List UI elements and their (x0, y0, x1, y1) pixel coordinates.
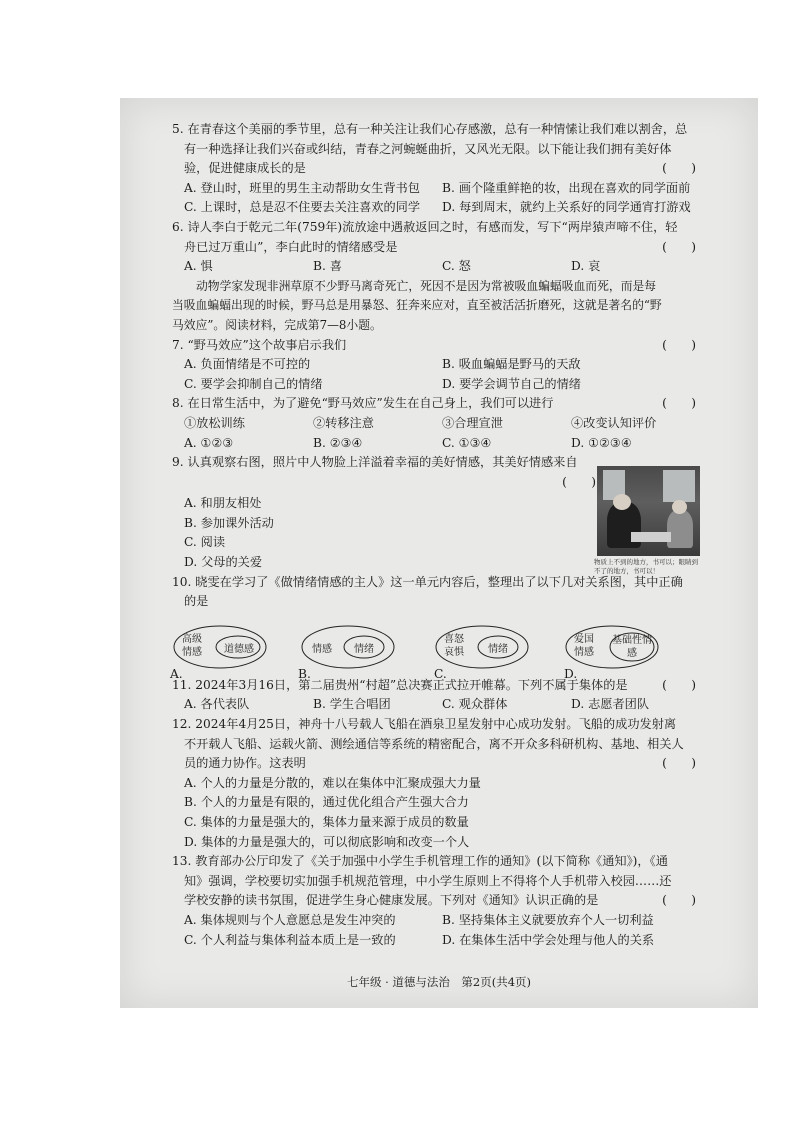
q6-option-b: B. 喜 (313, 259, 342, 274)
diagram-d-letter: D. (564, 667, 578, 681)
q8-item-2: ②转移注意 (313, 415, 374, 430)
q5-option-a: A. 登山时，班里的男生主动帮助女生背书包 (184, 180, 420, 195)
q9-option-a: A. 和朋友相处 (184, 496, 262, 511)
q5-line-3 (172, 159, 700, 179)
q8-item-1: ①放松训练 (184, 415, 245, 430)
q12-option-b: B. 个人的力量是有限的，通过优化组合产生强大合力 (184, 795, 469, 810)
diagram-b-outer-label: 情感 (312, 644, 332, 655)
diagram-b-inner-label: 情绪 (354, 644, 374, 655)
q6-option-d (571, 240, 700, 277)
q13-line-3-text: 学校安静的读书氛围，促进学生身心健康发展。下列对《通知》认识正确的是 (184, 893, 599, 908)
question-6 (172, 218, 700, 277)
q12-option-a: A. 个人的力量是分散的，难以在集体中汇聚成强大力量 (184, 775, 481, 790)
q12-answer-bracket: ( ) (662, 756, 696, 771)
q5-line-3-text: 验，促进健康成长的是 (184, 161, 306, 176)
q10-line-1: 10. 晓雯在学习了《做情绪情感的主人》这一单元内容后，整理出了以下几对关系图，其中正确 (172, 574, 683, 589)
q13-answer-bracket: ( ) (662, 893, 696, 908)
photo-window-right (663, 470, 695, 502)
q9-answer-bracket: ( ) (562, 474, 596, 489)
photo-person-left-face (613, 494, 631, 510)
q7-options-row-2 (172, 375, 700, 395)
question-7 (172, 336, 700, 395)
q13-options-row-2 (172, 931, 700, 951)
q5-line-1: 5. 在青春这个美丽的季节里，总有一种关注让我们心存感激，总有一种情愫让我们难以割舍，总 (172, 122, 688, 136)
q5-answer-bracket: ( ) (662, 161, 696, 176)
q12-option-d: D. 集体的力量是强大的，可以彻底影响和改变一个人 (184, 834, 470, 849)
q11-option-b: B. 学生合唱团 (313, 697, 391, 712)
exam-page (120, 98, 758, 1008)
q6-answer-bracket: ( ) (662, 240, 696, 255)
passage-line-3: 马效应”。阅读材料，完成第7—8小题。 (172, 317, 382, 332)
q8-stem (172, 394, 700, 414)
diagram-c-letter: C. (434, 667, 447, 681)
q8-stem-text: 8. 在日常生活中，为了避免“野马效应”发生在自己身上，我们可以进行 (172, 396, 554, 411)
diagram-b-letter: B. (298, 667, 311, 681)
q5-option-c: C. 上课时，总是忍不住要去关注喜欢的同学 (184, 200, 421, 215)
q13-line-3 (172, 891, 700, 911)
q13-option-c: C. 个人利益与集体利益本质上是一致的 (184, 932, 396, 947)
q13-line-1: 13. 教育部办公厅印发了《关于加强中小学生手机管理工作的通知》(以下简称《通知》)，《通 (172, 854, 668, 869)
q11-option-a: A. 各代表队 (184, 697, 250, 712)
q6-option-a: A. 惧 (184, 259, 213, 274)
q8-items-row (172, 414, 700, 434)
question-5 (172, 120, 700, 218)
q9-stem: 9. 认真观察右图，照片中人物脸上洋溢着幸福的美好情感，其美好情感来自 (172, 455, 578, 470)
question-12 (172, 715, 700, 852)
q12-line-3 (172, 754, 700, 774)
question-8 (172, 394, 700, 453)
q9-option-d: D. 父母的关爱 (184, 555, 263, 570)
question-9 (172, 453, 596, 573)
photo-caption: 物质上不到的地方，书可以；眼睛到不了的地方，书可以！ (594, 558, 698, 575)
q9-bracket-line (172, 473, 596, 493)
q5-option-b: B. 画个隆重鲜艳的妆，出现在喜欢的同学面前 (442, 180, 691, 195)
q7-option-d: D. 要学会调节自己的情绪 (442, 376, 581, 391)
reading-photo (597, 466, 700, 556)
q8-answer-bracket: ( ) (662, 396, 696, 411)
q6-line-1: 6. 诗人李白于乾元二年(759年)流放途中遇赦返回之时，有感而发，写下“两岸猿声啼不住，轻 (172, 219, 678, 234)
q5-option-d: D. 每到周末，就约上关系好的同学通宵打游戏 (442, 200, 691, 215)
photo-person-right-face (672, 500, 687, 514)
q11-option-d: D. 志愿者团队 (571, 697, 650, 712)
q12-option-c: C. 集体的力量是强大的，集体力量来源于成员的数量 (184, 815, 469, 829)
q8-options-row (172, 434, 700, 454)
q7-stem (172, 336, 700, 356)
diagram-a-letter: A. (170, 667, 183, 681)
question-13 (172, 852, 700, 950)
q5-options-row-1 (172, 179, 700, 199)
q13-option-a: A. 集体规则与个人意愿总是发生冲突的 (184, 912, 396, 927)
q11-options-row (172, 695, 700, 715)
q13-line-2: 知》强调，学校要切实加强手机规范管理，中小学生原则上不得将个人手机带入校园……还 (184, 873, 672, 888)
q6-option-d-text: D. 哀 (571, 259, 601, 274)
reading-passage (172, 277, 700, 336)
diagram-a-inner-label: 道德感 (224, 644, 254, 655)
q5-line-2: 有一种选择让我们兴奋或纠结，青春之河蜿蜒曲折，又风光无限。以下能让我们拥有美好体 (184, 141, 672, 156)
q9-option-b: B. 参加课外活动 (184, 515, 274, 530)
photo-book (631, 532, 671, 542)
q7-answer-bracket: ( ) (662, 337, 696, 352)
q12-line-3-text: 员的通力协作。这表明 (184, 756, 306, 771)
q8-option-a: A. ①②③ (184, 435, 234, 450)
q11-answer-bracket: ( ) (662, 677, 696, 692)
q8-item-3: ③合理宣泄 (442, 415, 503, 430)
q11-stem-text: 11. 2024年3月16日，第二届贵州“村超”总决赛正式拉开帷幕。下列不属于集体的是 (172, 677, 628, 692)
q9-option-c: C. 阅读 (184, 535, 226, 550)
q7-stem-text: 7. “野马效应”这个故事启示我们 (172, 337, 347, 352)
q5-options-row-2 (172, 198, 700, 218)
q10-line-2: 的是 (184, 594, 209, 609)
q13-option-d: D. 在集体生活中学会处理与他人的关系 (442, 932, 655, 947)
diagram-d-inner-label: 基础性情感 (612, 635, 652, 659)
q7-options-row-1 (172, 355, 700, 375)
q8-option-b: B. ②③④ (313, 435, 363, 450)
q8-item-4: ④改变认知评价 (571, 415, 657, 430)
diagram-c-outer-label: 喜怒哀惧 (444, 634, 464, 658)
q13-options-row-1 (172, 911, 700, 931)
q11-option-c: C. 观众群体 (442, 697, 508, 712)
q10-diagrams (172, 625, 700, 685)
q7-option-a: A. 负面情绪是不可控的 (184, 357, 311, 372)
q12-line-1: 12. 2024年4月25日，神舟十八号载人飞船在酒泉卫星发射中心成功发射。飞船的成功发射离 (172, 717, 677, 732)
diagram-d-outer-label: 爱国情感 (574, 634, 594, 658)
q12-line-2: 不开载人飞船、运载火箭、测绘通信等系统的精密配合，离不开众多科研机构、基地、相关人 (184, 736, 684, 751)
passage-line-2: 当吸血蝙蝠出现的时候，野马总是用暴怒、狂奔来应对，直至被活活折磨死，这就是著名的“野 (172, 298, 662, 313)
passage-line-1: 动物学家发现非洲草原不少野马离奇死亡，死因不是因为常被吸血蝙蝠吸血而死，而是每 (196, 278, 657, 293)
q13-option-b: B. 坚持集体主义就要放弃个人一切利益 (442, 912, 654, 927)
q8-option-d: D. ①②③④ (571, 435, 632, 450)
q7-option-c: C. 要学会抑制自己的情绪 (184, 376, 323, 391)
photo-person-right (667, 510, 693, 548)
diagram-a-outer-label: 高级情感 (182, 634, 202, 658)
q8-option-c: C. ①③④ (442, 435, 492, 450)
q7-option-b: B. 吸血蝙蝠是野马的天敌 (442, 357, 581, 372)
diagram-c-inner-label: 情绪 (488, 644, 508, 655)
q6-option-c: C. 怒 (442, 259, 471, 274)
q6-line-2: 舟已过万重山”，李白此时的情绪感受是 (184, 239, 398, 254)
page-footer: 七年级 · 道德与法治 第2页(共4页) (346, 975, 532, 989)
